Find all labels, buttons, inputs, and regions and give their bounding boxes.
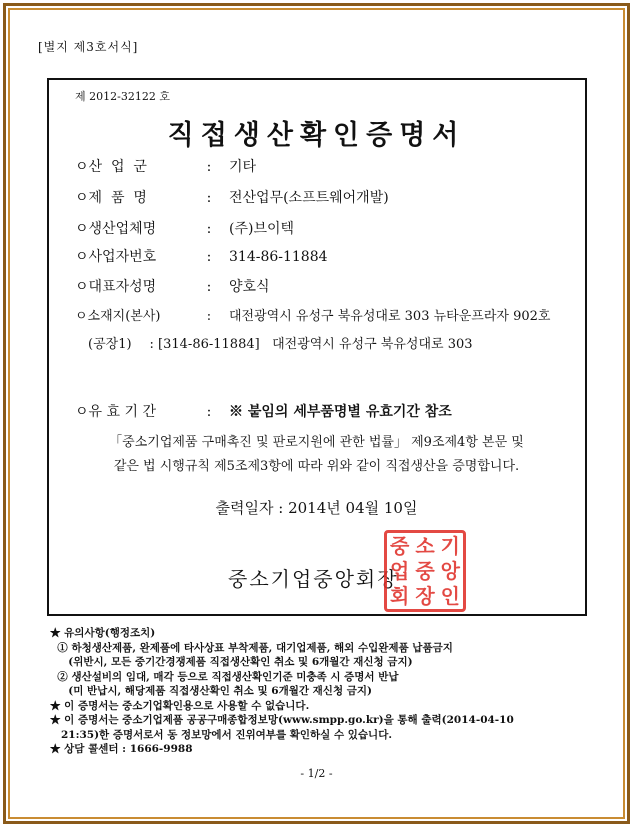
field-value: 314-86-11884 [229,249,328,265]
certificate-number: 제 2012-32122 호 [75,90,170,103]
field-row-representative [75,276,270,296]
field-label: ㅇ대표자성명 [75,279,157,295]
field-row-company [75,218,294,238]
factory-label: (공장1) [88,337,132,352]
statement-line-2: 같은 법 시행규칙 제5조제3항에 따라 위와 같이 직접생산을 증명합니다. [113,459,520,474]
field-label: ㅇ유 효 기 간 [75,404,156,420]
output-date: 출력일자 : 2014년 04월 10일 [215,499,418,517]
seal-char: 앙 [440,558,460,583]
field-value: 양호식 [229,279,270,295]
field-label: ㅇ제 품 명 [75,190,147,206]
seal-char: 소 [415,533,435,558]
validity-notice: ※ 붙임의 세부품명별 유효기간 참조 [229,404,452,420]
field-value: 대전광역시 유성구 북유성대로 303 뉴타운프라자 902호 [229,309,551,324]
note-line: (미 반납시, 해당제품 직접생산확인 취소 및 6개월간 재신청 금지) [50,685,372,697]
field-value: 기타 [229,159,257,175]
note-line: ★ 상담 콜센터 : 1666-9988 [50,743,193,755]
field-value: (주)브이텍 [229,221,295,237]
note-line: (위반시, 모든 중기간경쟁제품 직접생산확인 취소 및 6개월간 재신청 금지) [50,656,413,668]
field-colon: : [206,309,212,324]
field-row-business-number [75,246,328,266]
note-line: ★ 유의사항(행정조치) [50,627,156,639]
field-row-address [75,305,550,324]
field-label: ㅇ사업자번호 [75,249,157,265]
field-row-validity [75,401,452,421]
issuer-name: 중소기업중앙회장 [228,567,399,591]
field-label: ㅇ소재지(본사) [75,309,161,324]
field-row-factory [88,333,473,352]
field-label: ㅇ산 업 군 [75,159,147,175]
field-colon: : [206,279,212,295]
note-line: ① 하청생산제품, 완제품에 타사상표 부착제품, 대기업제품, 해외 수입완제품 납품금지 [50,641,453,654]
notes-section [50,626,514,757]
field-colon: : [206,249,212,265]
seal-char: 인 [440,584,460,609]
official-seal [384,530,466,612]
document-title: 직접생산확인증명서 [167,120,466,151]
note-line: ★ 이 증명서는 중소기업제품 공공구매종합정보망(www.smpp.go.kr)을 통해 출력(2014-04-10 [50,714,514,726]
seal-char: 업 [390,558,410,583]
seal-char: 중 [415,558,435,583]
seal-char: 기 [440,533,460,558]
note-line: 21:35)한 증명서로서 동 정보망에서 진위여부를 확인하실 수 있습니다. [50,728,392,741]
form-tag: [별지 제3호서식] [38,40,139,54]
statement-line-1: 「중소기업제품 구매촉진 및 판로지원에 관한 법률」 제9조제4항 본문 및 [109,435,524,450]
field-label: ㅇ생산업체명 [75,221,157,237]
seal-char: 장 [415,584,435,609]
seal-char: 중 [390,533,410,558]
field-colon: : [206,404,212,420]
factory-value: : [314-86-11884] 대전광역시 유성구 북유성대로 303 [149,337,473,352]
field-colon: : [206,221,212,237]
note-line: ★ 이 증명서는 중소기업확인용으로 사용할 수 없습니다. [50,699,310,712]
field-row-product [75,187,389,207]
field-colon: : [206,190,212,206]
field-colon: : [206,159,212,175]
note-line: ② 생산설비의 임대, 매각 등으로 직접생산확인기준 미충족 시 증명서 반납 [50,670,399,683]
page-number: - 1/2 - [300,767,333,780]
field-row-industry [75,156,256,176]
seal-char: 회 [390,584,410,609]
field-value: 전산업무(소프트웨어개발) [229,190,389,206]
